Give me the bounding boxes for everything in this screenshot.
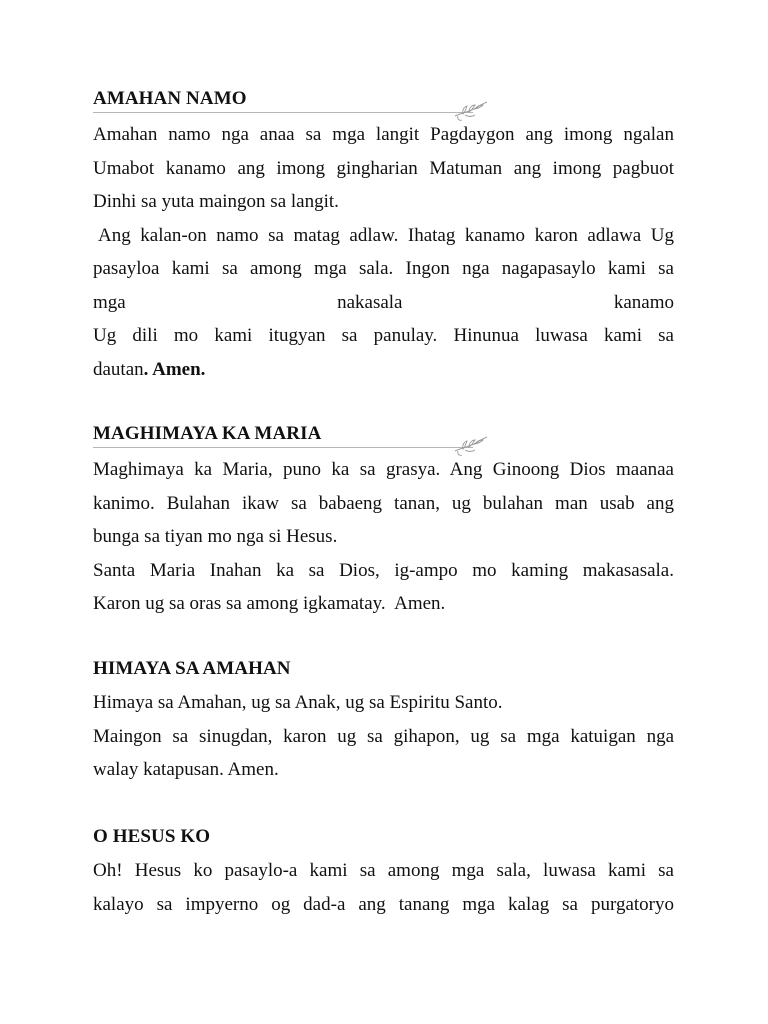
- prayer-line: Karon ug sa oras sa among igkamatay. Amen.: [93, 593, 446, 614]
- prayer-line: Ug dili mo kami itugyan sa panulay. Hinunua luwasa kami sa: [93, 325, 674, 346]
- prayer-section-o-hesus-ko: [93, 826, 674, 921]
- section-title: O HESUS KO: [93, 826, 211, 847]
- prayer-line: kanimo. Bulahan ikaw sa babaeng tanan, ug bulahan man usab ang: [93, 492, 674, 514]
- prayer-section-himaya-sa-amahan: [93, 658, 674, 787]
- divider-rule: [93, 447, 473, 448]
- section-title: HIMAYA SA AMAHAN: [93, 658, 291, 679]
- prayer-section-maghimaya-ka-maria: [93, 423, 674, 621]
- prayer-line: Umabot kanamo ang imong gingharian Matuman ang imong pagbuot: [93, 157, 674, 179]
- prayer-line-ending: [93, 353, 674, 387]
- word: kanamo: [613, 291, 674, 313]
- section-title: AMAHAN NAMO: [93, 88, 247, 109]
- section-title: MAGHIMAYA KA MARIA: [93, 423, 322, 444]
- prayer-line: Oh! Hesus ko pasaylo-a kami sa among mga sala, luwasa kami sa: [93, 860, 674, 881]
- flourish-icon: [453, 100, 489, 122]
- prayer-line: Maingon sa sinugdan, karon ug sa gihapon, ug sa mga katuigan nga: [93, 725, 674, 747]
- divider-rule: [93, 112, 473, 113]
- prayer-line: pasayloa kami sa among mga sala. Ingon nga nagapasaylo kami sa: [93, 258, 674, 279]
- flourish-icon: [453, 435, 489, 457]
- title-divider: [93, 110, 493, 124]
- word: mga: [93, 291, 126, 313]
- word: nakasala: [337, 291, 403, 313]
- prayer-line: kalayo sa impyerno og dad-a ang tanang mga kalag sa purgatoryo: [93, 893, 674, 915]
- title-divider: [93, 445, 493, 459]
- prayer-line: Santa Maria Inahan ka sa Dios, ig-ampo mo kaming makasasala.: [93, 559, 674, 581]
- prayer-line-spread: [93, 286, 674, 320]
- prayer-line: bunga sa tiyan mo nga si Hesus.: [93, 526, 338, 547]
- amen-text: . Amen.: [143, 358, 206, 380]
- prayer-section-amahan-namo: [93, 88, 674, 386]
- prayer-line: Maghimaya ka Maria, puno ka sa grasya. Ang Ginoong Dios maanaa: [93, 459, 674, 480]
- prayer-line: Himaya sa Amahan, ug sa Anak, ug sa Espiritu Santo.: [93, 692, 503, 713]
- prayer-line: Ang kalan-on namo sa matag adlaw. Ihatag kanamo karon adlawa Ug: [98, 224, 674, 246]
- prayer-line: Dinhi sa yuta maingon sa langit.: [93, 191, 339, 212]
- prayer-line: walay katapusan. Amen.: [93, 759, 279, 780]
- prayer-line: Amahan namo nga anaa sa mga langit Pagdaygon ang imong ngalan: [93, 124, 674, 145]
- ending-text: dautan: [93, 358, 144, 380]
